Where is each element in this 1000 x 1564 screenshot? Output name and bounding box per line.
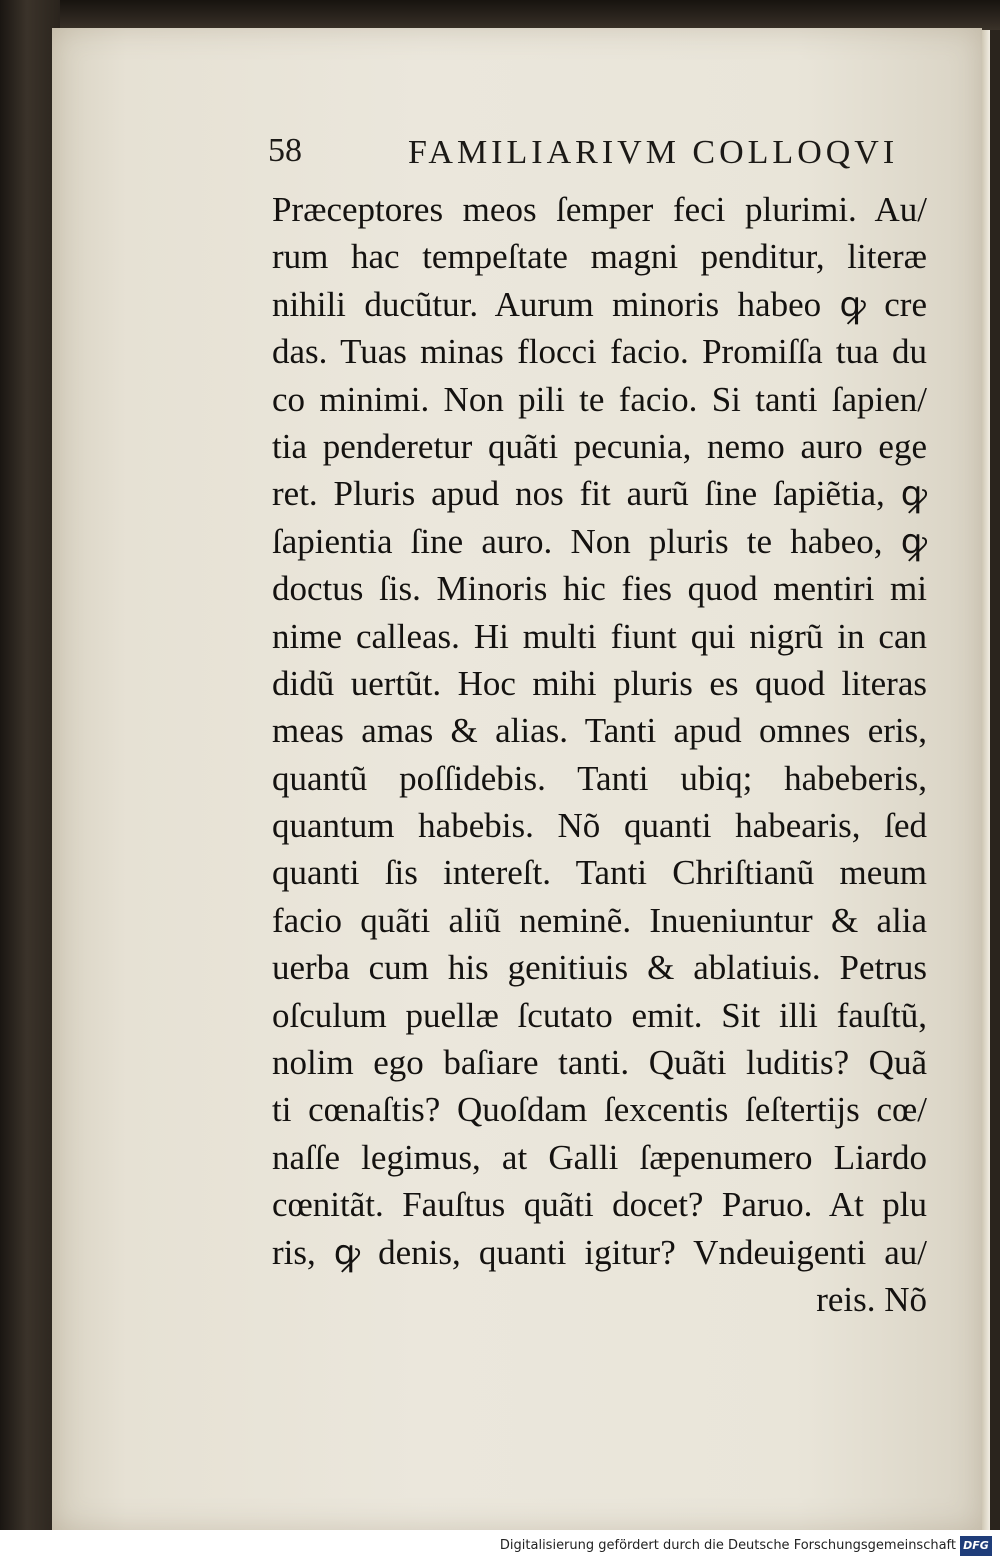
text-line: Præceptores meos ſemper feci plurimi. Au/ [272, 190, 927, 229]
text-line: tia penderetur quãti pecunia, nemo auro ege [272, 426, 927, 466]
folio-number: 58 [268, 132, 302, 169]
text-line: uerba cum his genitiuis & ablatiuis. Petrus [272, 948, 927, 988]
running-title: FAMILIARIVM COLLOQVI [408, 134, 899, 171]
text-line: das. Tuas minas flocci facio. Promiſſa tua du [272, 332, 927, 372]
text-line: meas amas & alias. Tanti apud omnes eris, [272, 711, 927, 751]
text-line: naſſe legimus, at Galli ſæpenumero Liardo [272, 1137, 927, 1177]
text-line: cœnitãt. Fauſtus quãti docet? Paruo. At plu [272, 1185, 927, 1225]
text-block [272, 186, 932, 1323]
text-line: quantũ poſſidebis. Tanti ubiq; habeberis, [272, 758, 927, 798]
text-line: doctus ſis. Minoris hic fies quod mentiri mi [272, 569, 927, 609]
book-binding [0, 0, 60, 1564]
text-line: co minimi. Non pili te facio. Si tanti ſapien/ [272, 379, 927, 419]
catchword: reis. Nõ [816, 1279, 927, 1319]
text-line: oſculum puellæ ſcutato emit. Sit illi fauſtũ, [272, 995, 927, 1035]
text-line: nihili ducũtur. Aurum minoris habeo ꝙ cre [272, 284, 927, 324]
page-header [268, 130, 928, 178]
text-line: ret. Pluris apud nos fit aurũ ſine ſapiẽtia, ꝙ [272, 474, 927, 514]
text-line: rum hac tempeſtate magni penditur, literæ [272, 237, 927, 277]
digitization-footer [0, 1530, 1000, 1564]
text-line: ris, ꝙ denis, quanti igitur? Vndeuigenti au/ [272, 1232, 927, 1272]
text-line: nolim ego baſiare tanti. Quãti luditis? Quã [272, 1043, 927, 1083]
text-line: quantum habebis. Nõ quanti habearis, ſed [272, 806, 927, 846]
text-line: ti cœnaſtis? Quoſdam ſexcentis ſeſtertijs cœ/ [272, 1090, 927, 1130]
scanner-background-top [0, 0, 1000, 30]
dfg-logo-icon: DFG [960, 1536, 992, 1556]
page-edge [982, 30, 990, 1530]
text-line: nime calleas. Hi multi fiunt qui nigrũ in can [272, 616, 927, 656]
text-line: facio quãti aliũ neminẽ. Inueniuntur & alia [272, 900, 927, 940]
text-line: ſapientia ſine auro. Non pluris te habeo, ꝙ [272, 521, 927, 561]
text-line: quanti ſis intereſt. Tanti Chriſtianũ meum [272, 853, 927, 893]
text-line: didũ uertũt. Hoc mihi pluris es quod literas [272, 663, 927, 703]
funding-credit: Digitalisierung gefördert durch die Deutsche Forschungsgemeinschaft [499, 1538, 956, 1553]
